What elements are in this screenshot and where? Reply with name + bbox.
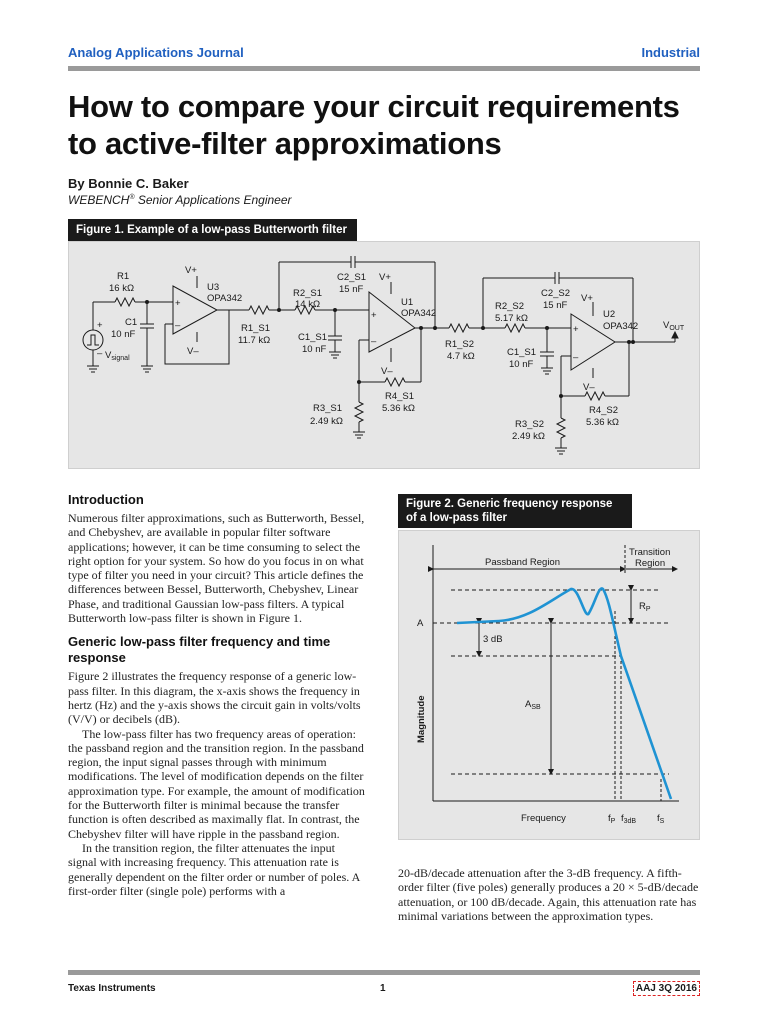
response-curve <box>457 588 671 799</box>
rp-label-sub: P <box>645 606 651 613</box>
f3db-label <box>621 813 636 825</box>
page-number: 1 <box>380 983 386 994</box>
label-r4s1-value: 5.36 kΩ <box>382 403 415 414</box>
label-vsignal <box>105 350 130 362</box>
label-c1s2: C1_S1 <box>507 347 537 358</box>
affiliation-brand: WEBENCH <box>68 193 130 207</box>
label-u1-plus: + <box>371 310 377 321</box>
label-r1s1: R1_S1 <box>241 323 271 334</box>
label-r1-value: 16 kΩ <box>109 283 135 294</box>
label-c2s1-value: 15 nF <box>339 284 364 295</box>
label-u2-plus: + <box>573 324 579 335</box>
label-r2s1: R2_S1 <box>293 288 323 299</box>
affiliation-title: Senior Applications Engineer <box>134 193 292 207</box>
label-vout <box>663 320 685 332</box>
f3db-label-f: f <box>621 813 624 824</box>
label-u3-plus: + <box>175 298 181 309</box>
label-u3-minus: – <box>175 320 181 331</box>
fs-label <box>657 813 665 825</box>
label-r4s2-value: 5.36 kΩ <box>586 417 619 428</box>
intro-heading: Introduction <box>68 492 144 507</box>
label-c1: C1 <box>125 317 138 328</box>
label-source-plus: + <box>97 320 103 331</box>
label-u2-minus: – <box>573 352 579 363</box>
label-u3-vminus: V– <box>187 346 199 357</box>
label-u2: U2 <box>603 309 616 320</box>
author-byline: By Bonnie C. Baker <box>68 176 189 191</box>
fp-label-f: f <box>608 813 611 824</box>
label-r3s1-value: 2.49 kΩ <box>310 416 343 427</box>
f3db-label-sub: 3dB <box>623 818 637 825</box>
label-r4s1: R4_S1 <box>385 391 415 402</box>
x-axis-label: Frequency <box>521 813 566 824</box>
left-column <box>68 492 366 898</box>
transition-label-1: Transition <box>629 547 671 558</box>
section2-paragraph-3: In the transition region, the filter attenuates the input signal with increasing frequency. This attenuation rate is generally dependent on the filter order or number of poles. A first-order filter (single pole) performs with a <box>68 840 360 898</box>
rp-label <box>639 601 651 613</box>
label-c2s2-value: 15 nF <box>543 300 568 311</box>
label-r1s2: R1_S2 <box>445 339 475 350</box>
article-title: How to compare your circuit requirements to active-filter approximations <box>68 89 680 161</box>
asb-label <box>525 699 541 711</box>
section-name: Industrial <box>641 45 700 60</box>
figure2-caption: Figure 2. Generic frequency response of a low-pass filter <box>398 494 632 528</box>
label-u3-part: OPA342 <box>207 293 243 304</box>
section2-paragraph-2: The low-pass filter has two frequency areas of operation: the passband region and the transition region. In the passband region, the input signal passes through with minimum modifications. The level of modification depends on the filter approximation type. For example, the amount of modification for the Butterworth filter is minimal because the transfer function is often described as maximally flat. In contrast, the Chebyshev filter will have ripple in the passband region. <box>68 726 365 841</box>
asb-label-sub: SB <box>531 704 541 711</box>
label-u1-part: OPA342 <box>401 308 437 319</box>
transition-label-2: Region <box>635 558 666 569</box>
label-source-minus: – <box>97 348 103 359</box>
fs-label-sub: S <box>659 818 665 825</box>
label-r1s2-value: 4.7 kΩ <box>447 351 475 362</box>
label-vsignal-sub: signal <box>111 355 130 362</box>
label-u3: U3 <box>207 282 220 293</box>
label-r1s1-value: 11.7 kΩ <box>238 335 271 346</box>
a-label: A <box>417 618 424 629</box>
right-column-paragraph: 20-dB/decade attenuation after the 3-dB frequency. A fifth-order filter (five poles) generally produces a 20 × 5-dB/decade attenuation, or 100 dB/decade. Again, this attenuation rate has minimal variations between the approximation types. <box>398 866 699 923</box>
label-r4s2: R4_S2 <box>589 405 619 416</box>
figure1-schematic <box>68 241 700 469</box>
label-r2s2-value: 5.17 kΩ <box>495 313 528 324</box>
label-r1: R1 <box>117 271 130 282</box>
section2-paragraph-1: Figure 2 illustrates the frequency response of a generic low-pass filter. In this diagram, the x-axis shows the frequency in hertz (Hz) and the y-axis shows the circuit gain in volts/volts (V/V) or decibels (dB). <box>68 669 361 727</box>
label-u1-minus: – <box>371 336 377 347</box>
label-u1-vplus: V+ <box>379 272 391 283</box>
label-c1-value: 10 nF <box>111 329 136 340</box>
figure1-caption: Figure 1. Example of a low-pass Butterworth filter <box>68 219 357 241</box>
fp-label <box>608 813 616 825</box>
footer-company: Texas Instruments <box>68 983 156 994</box>
label-c2s2: C2_S2 <box>541 288 571 299</box>
label-vout-v: V <box>663 320 670 331</box>
header-rule <box>68 66 700 71</box>
label-u2-part: OPA342 <box>603 321 639 332</box>
journal-name: Analog Applications Journal <box>68 45 244 60</box>
label-u2-vminus: V– <box>583 382 595 393</box>
y-axis-label: Magnitude <box>416 695 427 743</box>
right-column <box>398 866 700 923</box>
label-c1s2-value: 10 nF <box>509 359 534 370</box>
label-r3s2: R3_S2 <box>515 419 545 430</box>
label-vsignal-v: V <box>105 350 112 361</box>
fp-label-sub: P <box>610 818 616 825</box>
fs-label-f: f <box>657 813 660 824</box>
rp-label-r: R <box>639 601 646 612</box>
asb-label-a: A <box>525 699 532 710</box>
figure2-frequency-response <box>398 530 700 840</box>
label-r3s2-value: 2.49 kΩ <box>512 431 545 442</box>
label-u1: U1 <box>401 297 414 308</box>
label-vout-sub: OUT <box>669 325 685 332</box>
label-r3s1: R3_S1 <box>313 403 343 414</box>
label-r2s1-value: 14 kΩ <box>295 299 321 310</box>
label-u2-vplus: V+ <box>581 293 593 304</box>
section2-heading: Generic low-pass filter frequency and time response <box>68 634 331 666</box>
registered-mark: ® <box>129 194 135 201</box>
label-c1s1: C1_S1 <box>298 332 328 343</box>
label-u3-vplus: V+ <box>185 265 197 276</box>
intro-paragraph: Numerous filter approximations, such as Butterworth, Bessel, and Chebyshev, are available in popular filter software applications; however, it can be time consuming to select the right option for your system. So how do you focus in on what type of filter you need in your circuit? This article defines the differences between Bessel, Butterworth, Chebyshev, Linear Phase, and traditional Gaussian low-pass filters. A typical Butterworth low-pass filter is shown in Figure 1. <box>68 511 365 626</box>
footer-rule <box>68 970 700 975</box>
label-c1s1-value: 10 nF <box>302 344 327 355</box>
author-affiliation <box>68 193 292 207</box>
passband-label: Passband Region <box>485 557 560 568</box>
issue-badge[interactable]: AAJ 3Q 2016 <box>633 981 700 996</box>
label-c2s1: C2_S1 <box>337 272 367 283</box>
label-r2s2: R2_S2 <box>495 301 525 312</box>
db3-label: 3 dB <box>483 634 503 645</box>
label-u1-vminus: V– <box>381 366 393 377</box>
